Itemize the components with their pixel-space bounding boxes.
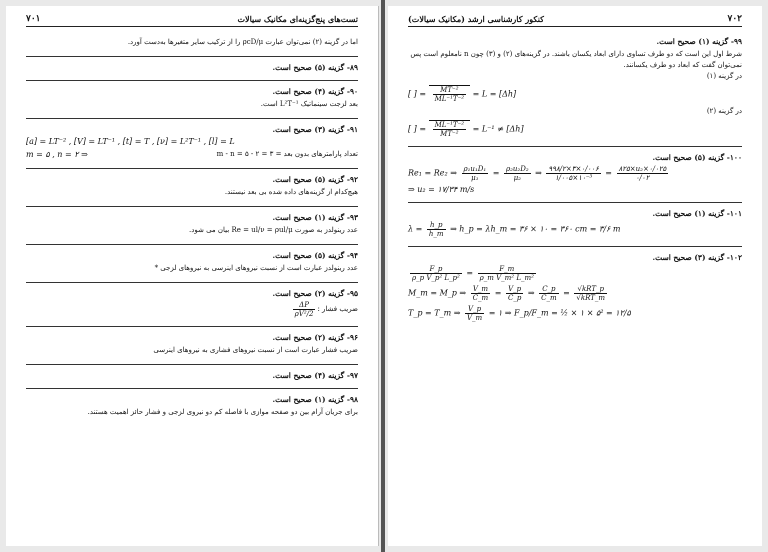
answer-93-text: عدد رینولدز به صورت Re = ul/ν = ρul/μ بیان می شود. [189, 226, 358, 234]
answer-93: ۹۳- گزینه (۱) صحیح است. [272, 213, 358, 222]
answer-101: ۱۰۱- گزینه (۱) صحیح است. [652, 209, 742, 218]
eq102-mach: M_m = M_p ⇒ $\frac{V\_m}{C\_m}$ = $\frac{V\_p}{C\_p}$ ⇒ $\frac{C\_p}{C\_m}$ = $\frac{\text{√kRT\_p}}{\text{√kRT\_m}}$ [408, 285, 606, 302]
divider [26, 326, 358, 327]
left-page-header [26, 14, 358, 27]
eq99-option1-result: = L = [Δh] [472, 89, 517, 99]
answer-98-text: برای جریان آرام بین دو صفحه موازی با فاصله کم دو نیروی لزجی و فشار حائز اهمیت هستند. [87, 408, 358, 416]
left-header-title: تست‌های پنج‌گزینه‌ای مکانیک سیالات [237, 14, 358, 24]
right-page [388, 6, 762, 546]
answer-96-text: ضریب فشار عبارت است از نسبت نیروهای فشاری به نیروهای اینرسی [153, 346, 358, 354]
answer-90: ۹۰- گزینه (۴) صحیح است. [272, 87, 358, 96]
answer-94-text: عدد رینولدز عبارت است از نسبت نیروهای اینرسی به نیروهای لزجی * [154, 264, 358, 272]
answer-90-text: بعد لزجت سینماتیک L²T⁻¹ است. [260, 100, 358, 108]
answer-95: ۹۵- گزینه (۲) صحیح است. [272, 289, 358, 298]
answer-98: ۹۸- گزینه (۱) صحیح است. [272, 395, 358, 404]
answer-95-text: ضریب فشار : [317, 305, 358, 313]
right-page-header [408, 14, 742, 27]
eq100-result: ⇒ u₂ = ۱۷/۳۴ m/s [408, 185, 475, 194]
answer-99-text: شرط اول این است که دو طرف تساوی دارای ابعاد یکسان باشند. در گزینه‌های (۲) و (۳) چون n نامعلوم است پس نمی‌توان گفت که ابعاد دو طرف یکسانند. [410, 50, 742, 69]
divider [26, 364, 358, 365]
divider [408, 146, 742, 147]
book-spine [381, 0, 385, 552]
answer-97: ۹۷- گزینه (۴) صحیح است. [272, 371, 358, 380]
right-page-number: ۷۰۲ [727, 14, 742, 24]
eq91-mn: m = ۵ , n = ۲ ⇒ [26, 150, 88, 159]
pressure-coefficient-formula: $\frac{\Delta P}{\text{ρV²/2}}$ [294, 301, 314, 318]
eq102-result: = ۱ ⇒ F_p/F_m = ½ × ۱ × ۵² = ۱۲/۵ [488, 308, 631, 318]
divider [26, 56, 358, 57]
answer-91: ۹۱- گزینه (۳) صحیح است. [272, 125, 358, 134]
answer-95-row [26, 301, 358, 318]
eq101-result: ⇒ h_p = λh_m = ۳۶ × ۱۰ = ۳۶۰ cm = ۳/۶ m [450, 224, 621, 234]
divider [26, 168, 358, 169]
divider [408, 246, 742, 247]
answer-89: ۸۹- گزینه (۵) صحیح است. [272, 63, 358, 72]
eq91-count-text: تعداد پارامترهای بدون بعد = m - n = ۵ - ۲ = ۳ [216, 150, 358, 158]
eq102-temperature: T_p = T_m ⇒ $\frac{V\_p}{V\_m}$ = ۱ ⇒ F_p/F_m = ½ × ۱ × ۵² = ۱۲/۵ [408, 305, 631, 322]
eq101-scale: λ = $\frac{h\_p}{h\_m}$ ⇒ h_p = λh_m = ۳۶ × ۱۰ = ۳۶۰ cm = ۳/۶ m [408, 221, 621, 238]
eq102-force-ratio: $\frac{F\_p}{\text{ρ\_p V\_p² L\_p²}}$ = $\frac{F\_m}{\text{ρ\_m V\_m² L\_m²}}$ [412, 265, 534, 282]
answer-102: ۱۰۲- گزینه (۳) صحیح است. [652, 253, 742, 262]
divider [26, 282, 358, 283]
answer-100: ۱۰۰- گزینه (۵) صحیح است. [652, 153, 742, 162]
divider [408, 202, 742, 203]
right-header-title: کنکور کارشناسی ارشد (مکانیک سیالات) [408, 14, 544, 24]
option-1-label: در گزینه (۱) [706, 72, 742, 80]
eq100-reynolds: Re₁ = Re₂ ⇒ $\frac{\text{ρ₁u₁D₁}}{\text{μ₁}}$ = $\frac{\text{ρ₂u₂D₂}}{\text{μ₂}}$ ⇒ $\frac{۹۹۸/۲\times ۳\times ۰/۰۰۶}{\text{۱/۰۰۵×۱۰⁻³}}$ = $\frac{\text{۸۲۵×u₂×۰/۰۲۵}}{۰/۰۲}$ [408, 165, 667, 182]
eq91-dimensions: [a] = LT⁻² , [V] = LT⁻¹ , [t] = T , [ν] = L²T⁻¹ , [l] = L [26, 137, 235, 146]
left-page [6, 6, 378, 546]
eq99-option1: [ ] = $\frac{\text{MT⁻²}}{\text{ML⁻¹T⁻²}}$ = L = [Δh] [408, 86, 517, 103]
answer-99: ۹۹- گزینه (۱) صحیح است. [656, 37, 742, 46]
divider [26, 244, 358, 245]
divider [26, 80, 358, 81]
eq99-option2-result: = L⁻¹ ≠ [Δh] [472, 124, 524, 134]
answer-96: ۹۶- گزینه (۲) صحیح است. [272, 333, 358, 342]
divider [26, 118, 358, 119]
divider [26, 206, 358, 207]
eq91-count [26, 149, 358, 160]
eq99-option2: [ ] = $\frac{\text{ML⁻¹T⁻²}}{\text{MT⁻²}}$ = L⁻¹ ≠ [Δh] [408, 121, 524, 138]
answer-94: ۹۴- گزینه (۵) صحیح است. [272, 251, 358, 260]
option-2-label: در گزینه (۲) [706, 107, 742, 115]
left-page-number: ۷۰۱ [26, 14, 41, 24]
answer-92: ۹۲- گزینه (۵) صحیح است. [272, 175, 358, 184]
answer-92-text: هیچ‌کدام از گزینه‌های داده شده بی بعد نیستند. [224, 188, 358, 196]
intro-text: اما در گزینه (۲) نمی‌توان عبارت ρcD/μ را از ترکیب سایر متغیرها به‌دست آورد. [127, 38, 358, 46]
divider [26, 388, 358, 389]
